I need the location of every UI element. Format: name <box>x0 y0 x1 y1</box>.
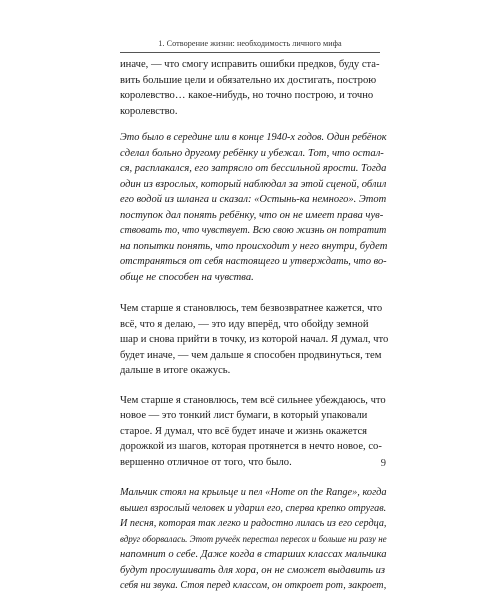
paragraph-line: Чем старше я становлюсь, тем всё сильнее убеждаюсь, что <box>120 394 386 406</box>
paragraph-3 <box>120 301 388 379</box>
paragraph-line: вершенно отличное от того, что было. <box>120 456 292 468</box>
paragraph-5-italic <box>120 485 388 594</box>
paragraph-line: новое — это тонкий лист бумаги, в который упаковали <box>120 410 368 421</box>
paragraph-line: будет иначе, — чем дальше я способен продвинуться, тем <box>120 349 382 361</box>
paragraph-line: ся, расплакался, его затрясло от бессильной ярости. Тогда <box>120 163 387 174</box>
paragraph-line: шар и снова прийти в точку, из которой начал. Я думал, что <box>120 334 389 345</box>
paragraph-line: напомнит о себе. Даже когда в старших классах мальчика <box>120 549 387 560</box>
paragraph-line: дальше в итоге окажусь. <box>120 365 231 376</box>
paragraph-line: старое. Я думал, что всё будет иначе и жизнь окажется <box>120 425 368 437</box>
page-body <box>120 57 388 594</box>
paragraph-line: Чем старше я становлюсь, тем безвозвратнее кажется, что <box>120 303 383 314</box>
paragraph-line: ствовать то, что чувствует. Всю свою жизнь он потратит <box>120 225 387 236</box>
paragraph-line: дорожкой из шагов, которая протянется в нечто новое, со- <box>120 441 382 452</box>
paragraph-line: поступок дал понять ребёнку, что он не имеет права чув- <box>120 209 384 221</box>
paragraph-line: один из взрослых, который наблюдал за этой сценой, облил <box>120 178 387 190</box>
paragraph-line: королевство… какое-нибудь, но точно построю, и точно <box>120 90 374 101</box>
paragraph-line: отстраняться от себя настоящего и утверждать, что во- <box>120 256 387 267</box>
paragraph-line: Мальчик стоял на крыльце и пел «Home on the Range», когда <box>120 487 387 498</box>
paragraph-line: вить большие цели и обязательно их достигать, построю <box>120 74 377 86</box>
paragraph-line: всё, что я делаю, — это иду вперёд, что обойду земной <box>120 318 369 330</box>
header-rule <box>120 52 380 53</box>
paragraph-line: на попытки понять, что происходит у него внутри, будет <box>120 240 388 252</box>
paragraph-1 <box>120 57 388 119</box>
paragraph-4 <box>120 393 388 471</box>
paragraph-line: вдруг оборвалась. Этот ручеёк перестал пересох и больше ни разу не <box>120 533 387 544</box>
paragraph-2-italic <box>120 130 388 285</box>
paragraph-line: королевство. <box>120 105 178 117</box>
paragraph-line: обще не способен на чувства. <box>120 271 254 283</box>
paragraph-line: будут прослушивать для хора, он не сможет выдавить из <box>120 564 386 576</box>
paragraph-line: Это было в середине или в конце 1940-х годов. Один ребёнок <box>120 132 387 143</box>
paragraph-line: вышел взрослый человек и ударил его, сперва крепко отругав. <box>120 502 387 514</box>
paragraph-line: себя ни звука. Стоя перед классом, он откроет рот, закроет, <box>120 580 387 591</box>
paragraph-line: И песня, которая так легко и радостно лилась из его сердца, <box>120 518 387 529</box>
running-head: 1. Сотворение жизни: необходимость личного мифа <box>158 39 342 48</box>
paragraph-line: иначе, — что смогу исправить ошибки предков, буду ста- <box>120 59 380 70</box>
paragraph-line: его водой из шланга и сказал: «Остынь-ка немного». Этот <box>120 194 387 205</box>
page-number: 9 <box>380 458 386 469</box>
paragraph-line: сделал больно другому ребёнку и убежал. Тот, что остал- <box>120 147 384 159</box>
